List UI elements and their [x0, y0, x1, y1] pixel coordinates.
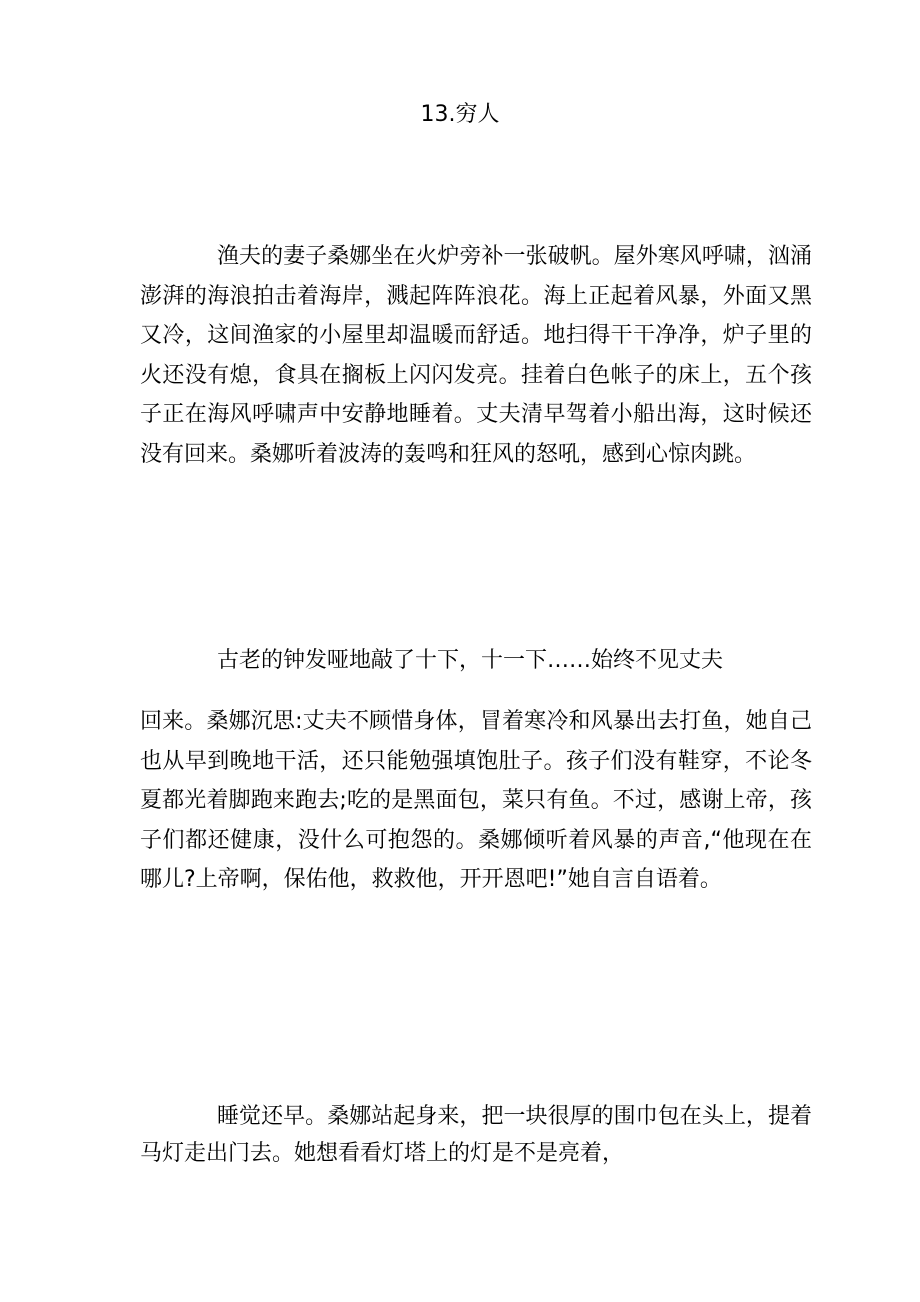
paragraph-2-first-line: 古老的钟发哑地敲了十下，十一下……始终不见丈夫: [217, 648, 724, 673]
paragraph-2-continuation: 回来。桑娜沉思:丈夫不顾惜身体，冒着寒冷和风暴出去打鱼，她自己也从早到晚地干活，还只能勉强填饱肚子。孩子们没有鞋穿，不论冬夏都光着脚跑来跑去;吃的是黑面包，菜只有鱼。不过，感谢上帝，孩子们都还健康，没什么可抱怨的。桑娜倾听着风暴的声音,“他现在在哪儿?上帝啊，保佑他，救救他，开开恩吧!”她自言自语着。: [140, 709, 812, 893]
paragraph-3: 睡觉还早。桑娜站起身来，把一块很厚的围巾包在头上，提着马灯走出门去。她想看看灯塔上的灯是不是亮着，: [140, 1104, 812, 1166]
document-title: 13.穷人: [420, 102, 500, 127]
paragraph-1: 渔夫的妻子桑娜坐在火炉旁补一张破帆。屋外寒风呼啸，汹涌澎湃的海浪拍击着海岸，溅起阵阵浪花。海上正起着风暴，外面又黑又冷，这间渔家的小屋里却温暖而舒适。地扫得干干净净，炉子里的火还没有熄，食具在搁板上闪闪发亮。挂着白色帐子的床上，五个孩子正在海风呼啸声中安静地睡着。丈夫清早驾着小船出海，这时候还没有回来。桑娜听着波涛的轰鸣和狂风的怒吼，感到心惊肉跳。: [140, 244, 812, 467]
